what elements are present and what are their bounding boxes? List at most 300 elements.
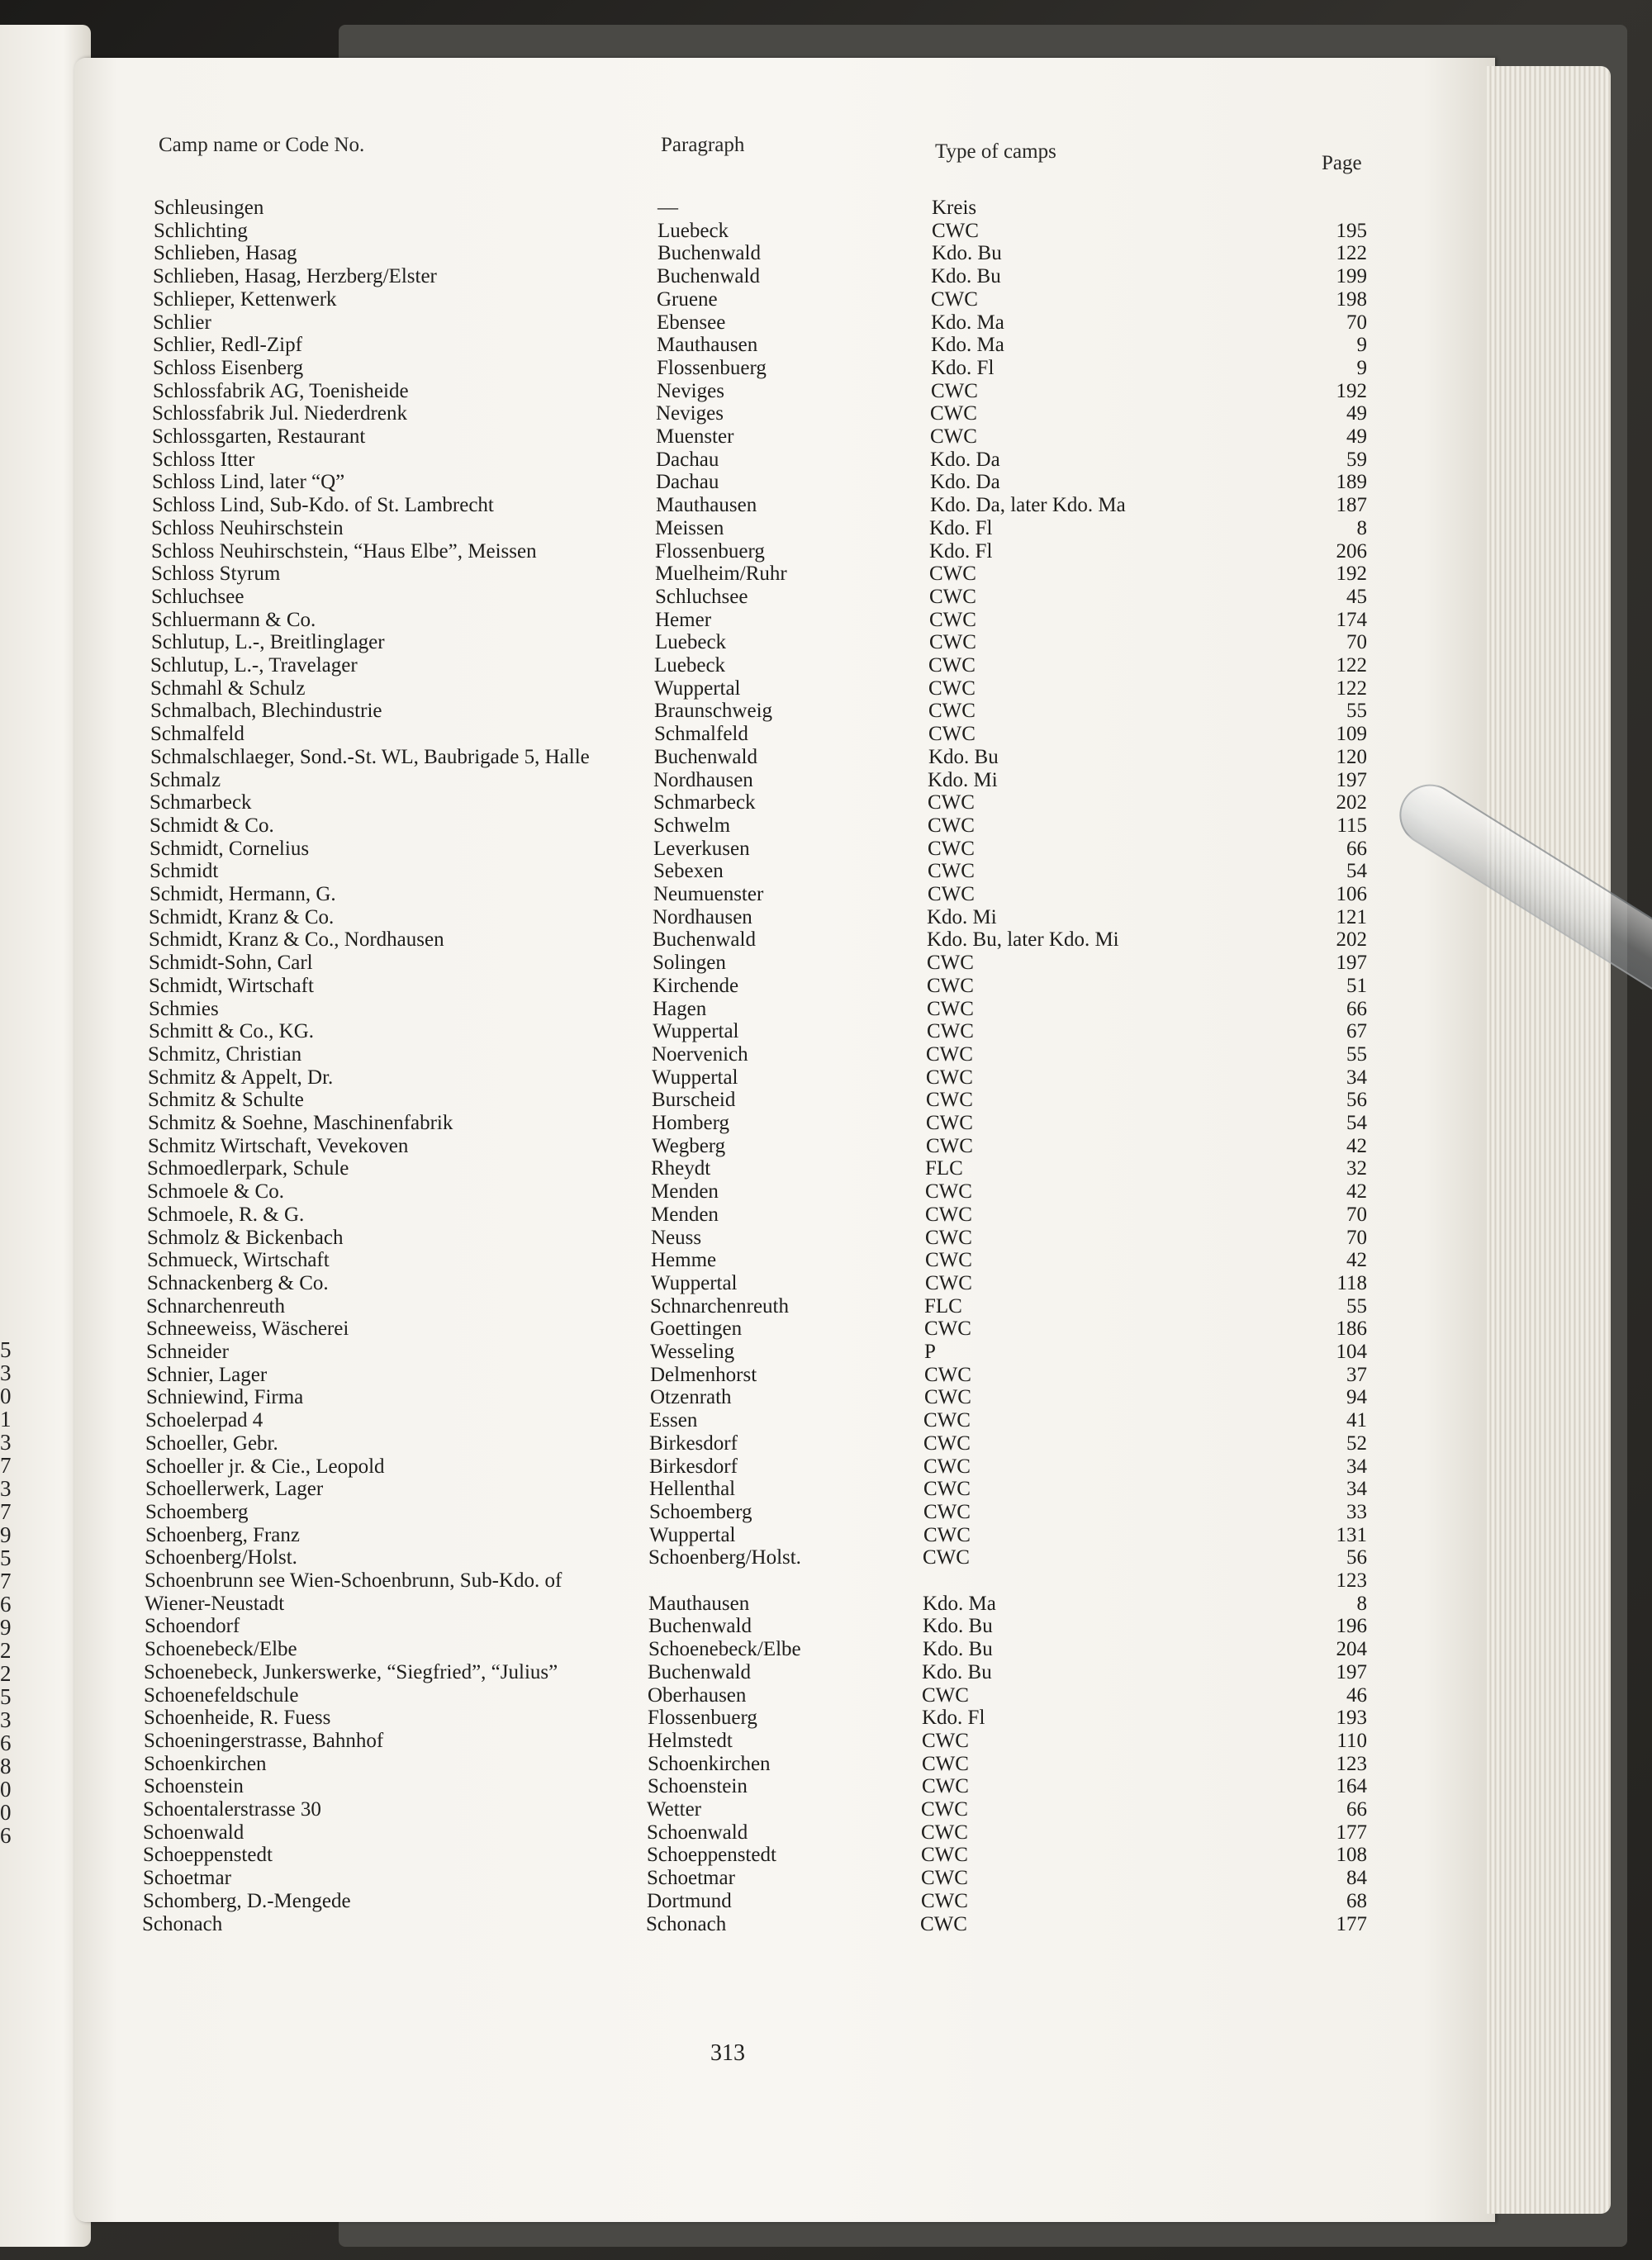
camp-type-cell: CWC [925, 1249, 972, 1272]
camp-type-cell: CWC [929, 585, 976, 608]
camp-name-cell: Schmalbach, Blechindustrie [150, 700, 382, 723]
table-row [0, 1661, 1652, 1684]
paragraph-cell: Mauthausen [656, 494, 757, 517]
table-row [0, 1455, 1652, 1479]
table-row [0, 220, 1652, 243]
camp-type-cell: CWC [923, 1455, 971, 1478]
paragraph-cell: Braunschweig [654, 700, 773, 723]
paragraph-cell: Luebeck [657, 219, 729, 242]
camp-name-cell: Schneider [146, 1341, 229, 1363]
table-row [0, 1478, 1652, 1501]
table-row [0, 1730, 1652, 1753]
left-page-digit: 1 [0, 1408, 12, 1431]
paragraph-cell: Buchenwald [648, 1615, 752, 1638]
camp-name-cell: Schonach [142, 1912, 223, 1935]
table-row [0, 723, 1652, 746]
paragraph-cell: — [657, 197, 678, 219]
page-cell: 206 [1336, 539, 1367, 563]
table-row [0, 1409, 1652, 1432]
camp-type-cell: Kdo. Bu, later Kdo. Mi [927, 928, 1119, 952]
page-cell: 42 [1346, 1249, 1367, 1272]
table-row [0, 1157, 1652, 1180]
paragraph-cell: Oberhausen [648, 1683, 747, 1707]
table-row [0, 631, 1652, 654]
page-cell: 202 [1336, 791, 1367, 814]
paragraph-cell: Buchenwald [653, 928, 756, 952]
page-cell: 197 [1336, 1660, 1367, 1683]
page-cell: 52 [1346, 1431, 1367, 1455]
page-cell: 110 [1336, 1729, 1367, 1752]
camp-type-cell: CWC [923, 1478, 971, 1501]
camp-type-cell: CWC [921, 1867, 968, 1890]
left-page-digit: 3 [0, 1431, 12, 1454]
paragraph-cell: Muelheim/Ruhr [655, 563, 787, 586]
camp-type-cell: CWC [923, 1546, 970, 1569]
camp-name-cell: Schnackenberg & Co. [147, 1271, 329, 1294]
header-type-of-camps: Type of camps [935, 140, 1056, 163]
paragraph-cell: Buchenwald [648, 1660, 751, 1683]
page-cell: 122 [1336, 242, 1367, 265]
camp-type-cell: Kdo. Bu [923, 1638, 993, 1661]
table-row [0, 425, 1652, 449]
left-page-digit: 7 [0, 1454, 12, 1477]
table-row [0, 1249, 1652, 1272]
camp-type-cell: CWC [925, 1203, 972, 1226]
paragraph-cell: Gruene [657, 287, 718, 311]
camp-name-cell: Schnier, Lager [146, 1363, 268, 1386]
left-page-digit: 5 [0, 1685, 12, 1708]
table-row [0, 1844, 1652, 1867]
camp-name-cell: Schnarchenreuth [146, 1294, 285, 1318]
table-row [0, 1227, 1652, 1250]
table-row [0, 1272, 1652, 1295]
camp-type-cell: CWC [921, 1844, 968, 1867]
left-page-digit: 2 [0, 1639, 12, 1662]
camp-name-cell: Schloss Neuhirschstein [151, 516, 344, 539]
page-cell: 177 [1336, 1912, 1367, 1935]
paragraph-cell: Wegberg [652, 1134, 726, 1157]
camp-type-cell: CWC [928, 677, 976, 700]
camp-type-cell: Kdo. Da, later Kdo. Ma [930, 494, 1126, 517]
page-cell: 122 [1336, 677, 1367, 700]
camp-name-cell: Schmitz, Christian [148, 1042, 302, 1066]
camp-name-cell: Schoellerwerk, Lager [145, 1478, 324, 1501]
camp-type-cell: CWC [928, 700, 976, 723]
camp-type-cell: CWC [926, 1112, 973, 1134]
table-row [0, 677, 1652, 700]
paragraph-cell: Homberg [652, 1112, 729, 1134]
paragraph-cell: Luebeck [654, 654, 726, 677]
page-cell: 68 [1346, 1889, 1367, 1912]
page-cell: 42 [1346, 1134, 1367, 1157]
page-cell: 49 [1346, 425, 1367, 448]
left-page-digit: 8 [0, 1754, 12, 1778]
left-page-digit: 3 [0, 1477, 12, 1500]
page-cell: 84 [1346, 1867, 1367, 1890]
camp-type-cell: Kdo. Ma [923, 1592, 996, 1615]
camp-name-cell: Schmidt, Hermann, G. [150, 883, 336, 905]
table-row [0, 1775, 1652, 1798]
camp-name-cell: Schoenbrunn see Wien-Schoenbrunn, Sub-Kdo. of [145, 1569, 563, 1592]
table-row [0, 769, 1652, 792]
paragraph-cell: Neviges [657, 379, 724, 402]
table-row [0, 380, 1652, 403]
camp-name-cell: Schloss Lind, Sub-Kdo. of St. Lambrecht [152, 494, 494, 517]
camp-name-cell: Schoetmar [143, 1867, 231, 1890]
page-cell: 54 [1346, 1112, 1367, 1134]
camp-type-cell: CWC [923, 1523, 971, 1546]
page-cell: 189 [1336, 471, 1367, 494]
page-cell: 41 [1346, 1409, 1367, 1432]
left-page-digit: 3 [0, 1361, 12, 1384]
page-cell: 193 [1336, 1707, 1367, 1730]
camp-name-cell: Schluermann & Co. [151, 608, 316, 631]
camp-type-cell: Kdo. Mi [928, 768, 998, 791]
camp-type-cell: CWC [927, 1020, 974, 1043]
paragraph-cell: Essen [649, 1409, 698, 1432]
table-row [0, 1821, 1652, 1845]
camp-name-cell: Schoeller jr. & Cie., Leopold [145, 1455, 385, 1478]
camp-type-cell: CWC [925, 1271, 972, 1294]
left-page-digit: 6 [0, 1824, 12, 1847]
camp-name-cell: Schlieben, Hasag [154, 242, 297, 265]
table-row [0, 1295, 1652, 1318]
paragraph-cell: Hellenthal [649, 1478, 736, 1501]
paragraph-cell: Helmstedt [648, 1729, 733, 1752]
table-row [0, 746, 1652, 769]
page-cell: 164 [1336, 1775, 1367, 1798]
camp-type-cell: FLC [925, 1157, 963, 1180]
paragraph-cell: Neuss [651, 1226, 702, 1249]
page-cell: 198 [1336, 287, 1367, 311]
camp-type-cell: Kdo. Bu [928, 745, 999, 768]
paragraph-cell: Otzenrath [650, 1386, 732, 1409]
camp-type-cell: CWC [922, 1775, 969, 1798]
camp-name-cell: Schmidt, Kranz & Co., Nordhausen [149, 928, 444, 952]
table-row [0, 1753, 1652, 1776]
camp-name-cell: Schmitt & Co., KG. [149, 1020, 315, 1043]
camp-name-cell: Schlutup, L.-, Travelager [150, 654, 358, 677]
page-cell: 202 [1336, 928, 1367, 952]
camp-name-cell: Schmalfeld [150, 723, 244, 746]
camp-type-cell: CWC [921, 1821, 968, 1844]
table-row [0, 654, 1652, 677]
paragraph-cell: Flossenbuerg [648, 1707, 757, 1730]
camp-name-cell: Schlier [153, 311, 211, 334]
page-cell: 186 [1336, 1318, 1367, 1341]
table-row [0, 1501, 1652, 1524]
camp-name-cell: Schmidt [150, 860, 219, 883]
paragraph-cell: Dachau [656, 471, 719, 494]
left-page-digit: 5 [0, 1546, 12, 1569]
camp-type-cell: CWC [923, 1431, 971, 1455]
camp-name-cell: Schmitz Wirtschaft, Vevekoven [148, 1134, 409, 1157]
table-row [0, 838, 1652, 861]
camp-name-cell: Schlossgarten, Restaurant [152, 425, 366, 448]
table-row [0, 334, 1652, 357]
camp-name-cell: Schoenwald [143, 1821, 244, 1844]
page-cell: 42 [1346, 1180, 1367, 1204]
paragraph-cell: Schoetmar [647, 1867, 735, 1890]
camp-type-cell: CWC [929, 563, 976, 586]
camp-type-cell: CWC [924, 1363, 971, 1386]
camp-type-cell: CWC [928, 814, 975, 837]
table-row [0, 265, 1652, 288]
camp-name-cell: Schmies [149, 997, 219, 1020]
paragraph-cell: Leverkusen [653, 837, 750, 860]
camp-type-cell: CWC [926, 1089, 973, 1112]
camp-name-cell: Schmitz & Appelt, Dr. [148, 1066, 334, 1089]
paragraph-cell: Schonach [646, 1912, 727, 1935]
page-cell: 54 [1346, 860, 1367, 883]
camp-type-cell: CWC [928, 883, 975, 905]
left-page-digit: 9 [0, 1616, 12, 1639]
page-cell: 59 [1346, 448, 1367, 471]
paragraph-cell: Wetter [647, 1798, 702, 1821]
paragraph-cell: Dortmund [647, 1889, 732, 1912]
page-cell: 123 [1336, 1752, 1367, 1775]
camp-type-cell: CWC [926, 1042, 973, 1066]
paragraph-cell: Schoenwald [647, 1821, 748, 1844]
table-row [0, 1890, 1652, 1913]
paragraph-cell: Hemer [655, 608, 712, 631]
page-cell: 122 [1336, 654, 1367, 677]
table-row [0, 883, 1652, 906]
table-row [0, 1043, 1652, 1066]
camp-name-cell: Schmalz [150, 768, 221, 791]
table-row [0, 906, 1652, 929]
table-row [0, 700, 1652, 723]
table-row [0, 975, 1652, 998]
camp-type-cell: CWC [928, 654, 976, 677]
table-row [0, 1112, 1652, 1135]
table-row [0, 586, 1652, 609]
page-cell: 70 [1346, 1226, 1367, 1249]
camp-type-cell: CWC [920, 1912, 967, 1935]
paragraph-cell: Muenster [656, 425, 734, 448]
header-paragraph: Paragraph [661, 134, 745, 156]
table-row [0, 288, 1652, 311]
page-cell: 33 [1346, 1500, 1367, 1523]
camp-type-cell: CWC [923, 1409, 971, 1432]
camp-name-cell: Schlutup, L.-, Breitlinglager [151, 631, 385, 654]
camp-type-cell: CWC [924, 1318, 971, 1341]
camp-name-cell: Schlieper, Kettenwerk [153, 287, 337, 311]
camp-name-cell: Schmoedlerpark, Schule [147, 1157, 349, 1180]
camp-type-cell: CWC [921, 1889, 968, 1912]
paragraph-cell: Hemme [651, 1249, 717, 1272]
camp-type-cell: CWC [927, 952, 974, 975]
paragraph-cell: Birkesdorf [649, 1431, 738, 1455]
camp-name-cell: Schoeningerstrasse, Bahnhof [144, 1729, 384, 1752]
camp-name-cell: Schoenefeldschule [144, 1683, 299, 1707]
page-cell: 34 [1346, 1478, 1367, 1501]
paragraph-cell: Schoenstein [648, 1775, 748, 1798]
camp-name-cell: Schoendorf [145, 1615, 240, 1638]
camp-name-cell: Schoenberg/Holst. [145, 1546, 297, 1569]
paragraph-cell: Delmenhorst [650, 1363, 757, 1386]
camp-name-cell: Schoentalerstrasse 30 [143, 1798, 321, 1821]
paragraph-cell: Rheydt [651, 1157, 711, 1180]
paragraph-cell: Wuppertal [654, 677, 741, 700]
table-row [0, 1798, 1652, 1821]
table-row [0, 311, 1652, 335]
table-row [0, 1066, 1652, 1090]
paragraph-cell: Menden [651, 1203, 719, 1226]
paragraph-cell: Buchenwald [657, 265, 760, 288]
page-cell: 55 [1346, 1294, 1367, 1318]
page-cell: 197 [1336, 952, 1367, 975]
camp-name-cell: Schmitz & Schulte [148, 1089, 304, 1112]
page-cell: 49 [1346, 402, 1367, 425]
camp-name-cell: Schmalschlaeger, Sond.-St. WL, Baubrigade 5, Halle [150, 745, 590, 768]
paragraph-cell: Schoenkirchen [648, 1752, 771, 1775]
page-cell: 66 [1346, 997, 1367, 1020]
table-row [0, 1432, 1652, 1455]
paragraph-cell: Schnarchenreuth [650, 1294, 789, 1318]
camp-name-cell: Schlossfabrik AG, Toenisheide [153, 379, 409, 402]
camp-name-cell: Schmidt & Co. [150, 814, 274, 837]
camp-name-cell: Schlossfabrik Jul. Niederdrenk [152, 402, 407, 425]
camp-name-cell: Schoenstein [144, 1775, 244, 1798]
page-cell: 46 [1346, 1683, 1367, 1707]
page-cell: 70 [1346, 631, 1367, 654]
table-row [0, 1524, 1652, 1547]
page-number: 313 [710, 2040, 745, 2066]
paragraph-cell: Menden [651, 1180, 719, 1204]
paragraph-cell: Neumuenster [653, 883, 764, 905]
page-cell: 115 [1336, 814, 1367, 837]
paragraph-cell: Sebexen [653, 860, 724, 883]
page-cell: 70 [1346, 1203, 1367, 1226]
page-cell: 104 [1336, 1341, 1367, 1363]
paragraph-cell: Wuppertal [652, 1066, 738, 1089]
camp-name-cell: Schlier, Redl-Zipf [153, 334, 302, 357]
paragraph-cell: Neviges [656, 402, 724, 425]
paragraph-cell: Goettingen [650, 1318, 743, 1341]
page-cell: 55 [1346, 700, 1367, 723]
camp-name-cell: Schmidt, Wirtschaft [149, 974, 314, 997]
page-cell: 56 [1346, 1089, 1367, 1112]
camp-type-cell: CWC [927, 974, 974, 997]
page-cell: 106 [1336, 883, 1367, 905]
camp-type-cell: CWC [930, 402, 977, 425]
paragraph-cell: Schmalfeld [654, 723, 748, 746]
camp-name-cell: Schmolz & Bickenbach [147, 1226, 344, 1249]
page-cell: 131 [1336, 1523, 1367, 1546]
camp-name-cell: Schleusingen [154, 197, 264, 219]
camp-type-cell: Kdo. Fl [929, 516, 993, 539]
table-row [0, 1913, 1652, 1936]
page-cell: 197 [1336, 768, 1367, 791]
camp-name-cell: Schoenebeck/Elbe [145, 1638, 297, 1661]
camp-type-cell: Kdo. Mi [927, 905, 997, 928]
page-cell: 51 [1346, 974, 1367, 997]
camp-type-cell: Kdo. Bu [922, 1660, 992, 1683]
camp-type-cell: Kdo. Bu [923, 1615, 993, 1638]
camp-type-cell: CWC [922, 1752, 969, 1775]
left-page-digit: 6 [0, 1731, 12, 1754]
table-row [0, 494, 1652, 517]
table-row [0, 1593, 1652, 1616]
table-row [0, 1615, 1652, 1638]
paragraph-cell: Schoenberg/Holst. [648, 1546, 801, 1569]
header-camp-name: Camp name or Code No. [159, 134, 365, 156]
paragraph-cell: Nordhausen [653, 768, 753, 791]
camp-name-cell: Schmueck, Wirtschaft [147, 1249, 330, 1272]
table-row [0, 1180, 1652, 1204]
page-cell: 94 [1346, 1386, 1367, 1409]
paragraph-cell: Schoeppenstedt [647, 1844, 776, 1867]
camp-type-cell: CWC [929, 631, 976, 654]
camp-name-cell: Schmitz & Soehne, Maschinenfabrik [148, 1112, 453, 1134]
table-row [0, 1204, 1652, 1227]
left-page-digit: 7 [0, 1500, 12, 1523]
table-row [0, 609, 1652, 632]
camp-type-cell: CWC [926, 1066, 973, 1089]
page-cell: 8 [1356, 1592, 1367, 1615]
camp-name-cell: Schmoele, R. & G. [147, 1203, 305, 1226]
page-cell: 196 [1336, 1615, 1367, 1638]
paragraph-cell: Wuppertal [649, 1523, 736, 1546]
paragraph-cell: Schoenebeck/Elbe [648, 1638, 801, 1661]
camp-name-cell: Schmarbeck [150, 791, 252, 814]
camp-name-cell: Schniewind, Firma [146, 1386, 304, 1409]
camp-type-cell: FLC [924, 1294, 962, 1318]
camp-name-cell: Schoelerpad 4 [145, 1409, 263, 1432]
left-page-digit: 9 [0, 1523, 12, 1546]
camp-type-cell: CWC [928, 791, 975, 814]
table-row [0, 928, 1652, 952]
camp-type-cell: Kdo. Bu [931, 265, 1001, 288]
camp-name-cell: Schmahl & Schulz [150, 677, 306, 700]
camp-type-cell: CWC [922, 1729, 969, 1752]
left-page-digit: 0 [0, 1384, 12, 1408]
paragraph-cell: Hagen [653, 997, 707, 1020]
page-cell: 9 [1356, 356, 1367, 379]
page-cell: 177 [1336, 1821, 1367, 1844]
table-row [0, 402, 1652, 425]
camp-type-cell: CWC [931, 379, 978, 402]
camp-name-cell: Schloss Neuhirschstein, “Haus Elbe”, Meissen [151, 539, 537, 563]
camp-type-cell: CWC [927, 997, 974, 1020]
table-row [0, 1020, 1652, 1043]
table-row [0, 1867, 1652, 1890]
camp-type-cell: CWC [926, 1134, 973, 1157]
page-cell: 34 [1346, 1455, 1367, 1478]
camp-name-cell: Schloss Lind, later “Q” [152, 471, 345, 494]
paragraph-cell: Birkesdorf [649, 1455, 738, 1478]
table-row [0, 242, 1652, 265]
left-page-digit: 3 [0, 1708, 12, 1731]
page-cell: 187 [1336, 494, 1367, 517]
table-row [0, 860, 1652, 883]
paragraph-cell: Schwelm [653, 814, 731, 837]
table-row [0, 1638, 1652, 1661]
table-row [0, 1341, 1652, 1364]
paragraph-cell: Wuppertal [653, 1020, 739, 1043]
page-cell: 56 [1346, 1546, 1367, 1569]
table-row [0, 1089, 1652, 1112]
header-page: Page [1322, 152, 1362, 174]
camp-name-cell: Schlieben, Hasag, Herzberg/Elster [153, 265, 437, 288]
camp-name-cell: Schloss Styrum [151, 563, 281, 586]
camp-type-cell: CWC [931, 287, 978, 311]
left-page-digit: 0 [0, 1778, 12, 1801]
left-page-digit: 7 [0, 1569, 12, 1593]
page-cell: 9 [1356, 334, 1367, 357]
camp-name-cell: Schmidt, Kranz & Co. [149, 905, 335, 928]
